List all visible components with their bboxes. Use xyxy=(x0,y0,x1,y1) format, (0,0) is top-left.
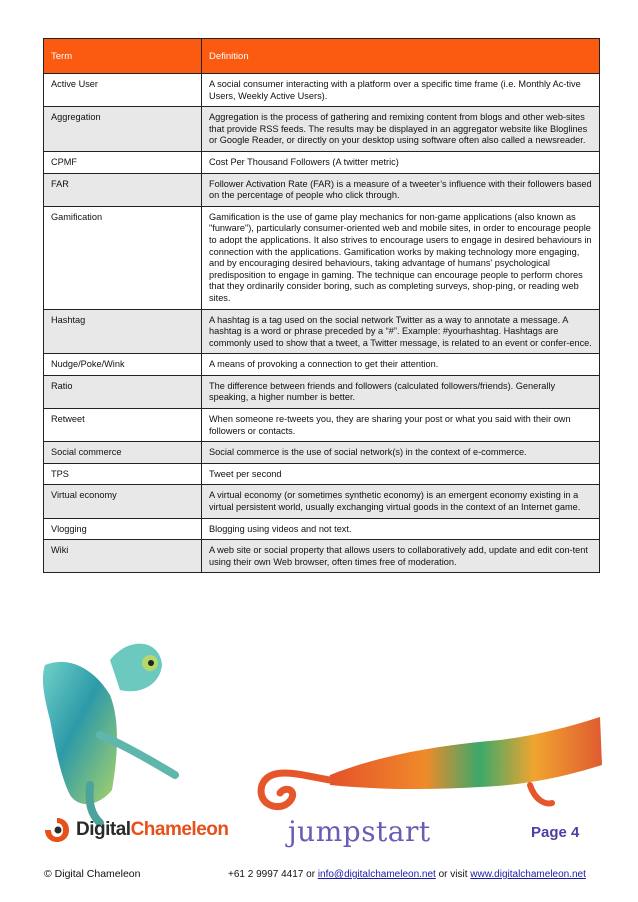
header-definition: Definition xyxy=(202,39,600,74)
definition-cell: A social consumer interacting with a platform over a specific time frame (i.e. Monthly Ac-tive Users, Weekly Active Users). xyxy=(202,74,600,107)
table-row xyxy=(44,463,600,485)
term-cell: Hashtag xyxy=(44,309,202,354)
table-row xyxy=(44,107,600,152)
term-cell: Vlogging xyxy=(44,518,202,540)
table-row xyxy=(44,206,600,309)
footer-middle-text: or visit xyxy=(435,869,471,880)
footer-contact xyxy=(228,869,586,880)
definition-cell: Gamification is the use of game play mechanics for non-game applications (also known as "funware"), particularly consumer-oriented web and mobile sites, in order to encourage people to adopt the applications. It also strives to encourage users to engage in desired behaviours in connection with the applications. Gamification works by making technology more engaging, and by encouraging desired behaviours, taking advantage of humans' psychological predisposition to engage in gaming. The technique can encourage people to perform chores that they ordinarily consider boring, such as completing surveys, shop-ping, or reading web sites. xyxy=(202,206,600,309)
definition-cell: Follower Activation Rate (FAR) is a measure of a tweeter’s influence with their followers based on the percentage of people who click through. xyxy=(202,173,600,206)
page-number: Page 4 xyxy=(531,824,580,841)
definition-cell: Tweet per second xyxy=(202,463,600,485)
logo-text-chameleon: Chameleon xyxy=(130,819,229,840)
definition-cell: Blogging using videos and not text. xyxy=(202,518,600,540)
term-cell: Social commerce xyxy=(44,442,202,464)
footer-email-link[interactable]: info@digitalchameleon.net xyxy=(317,869,436,880)
term-cell: CPMF xyxy=(44,151,202,173)
term-cell: Active User xyxy=(44,74,202,107)
definition-cell: Cost Per Thousand Followers (A twitter metric) xyxy=(202,151,600,173)
logo-text-digital: Digital xyxy=(76,819,131,840)
table-row xyxy=(44,354,600,376)
jumpstart-logo: jumpstart xyxy=(288,815,431,848)
digital-chameleon-logo xyxy=(42,815,228,845)
table-row xyxy=(44,173,600,206)
term-cell: TPS xyxy=(44,463,202,485)
footer-website-link[interactable]: www.digitalchameleon.net xyxy=(470,869,586,880)
table-row xyxy=(44,375,600,408)
footer-copyright xyxy=(44,868,140,880)
header-term: Term xyxy=(44,39,202,74)
definition-cell: A web site or social property that allows users to collaboratively add, update and edit con-tent using their own Web browser, often times free of moderation. xyxy=(202,540,600,573)
term-cell: FAR xyxy=(44,173,202,206)
definition-cell: A hashtag is a tag used on the social network Twitter as a way to annotate a message. A hashtag is a word or phrase preceded by a “#”. Example: #yourhashtag. Hashtags are commonly used to show that a tweet, a Twitter message, is related to an event or confer-ence. xyxy=(202,309,600,354)
term-cell: Nudge/Poke/Wink xyxy=(44,354,202,376)
chameleon-logo-icon xyxy=(42,815,72,845)
term-cell: Gamification xyxy=(44,206,202,309)
table-header-row xyxy=(44,39,600,74)
definition-cell: When someone re-tweets you, they are sharing your post or what you said with their own followers or contacts. xyxy=(202,409,600,442)
chameleon-illustration xyxy=(0,625,638,825)
right-chameleon xyxy=(261,717,602,807)
table-row xyxy=(44,309,600,354)
table-row xyxy=(44,442,600,464)
definition-cell: A virtual economy (or sometimes synthetic economy) is an emergent economy existing in a virtual persistent world, usually exchanging virtual goods in the context of an Internet game. xyxy=(202,485,600,518)
table-row xyxy=(44,409,600,442)
table-row xyxy=(44,74,600,107)
footer-phone: +61 2 9997 4417 or xyxy=(228,869,318,880)
term-cell: Aggregation xyxy=(44,107,202,152)
definition-cell: The difference between friends and followers (calculated followers/friends). Generally speaking, a higher number is better. xyxy=(202,375,600,408)
logo-wordmark xyxy=(76,819,228,841)
definition-cell: A means of provoking a connection to get their attention. xyxy=(202,354,600,376)
term-cell: Wiki xyxy=(44,540,202,573)
definition-cell: Aggregation is the process of gathering and remixing content from blogs and other web-sites that provide RSS feeds. The results may be displayed in an aggregator website like Bloglines or Google Reader, or directly on your desktop using software often also called a newsreader. xyxy=(202,107,600,152)
definition-cell: Social commerce is the use of social network(s) in the context of e-commerce. xyxy=(202,442,600,464)
table-row xyxy=(44,485,600,518)
term-cell: Retweet xyxy=(44,409,202,442)
table-row xyxy=(44,518,600,540)
table-row xyxy=(44,151,600,173)
table-row xyxy=(44,540,600,573)
term-cell: Ratio xyxy=(44,375,202,408)
glossary-table xyxy=(43,38,600,573)
footer-company: Digital Chameleon xyxy=(54,868,141,880)
left-chameleon xyxy=(43,644,175,823)
copyright-symbol: © xyxy=(44,868,52,880)
term-cell: Virtual economy xyxy=(44,485,202,518)
